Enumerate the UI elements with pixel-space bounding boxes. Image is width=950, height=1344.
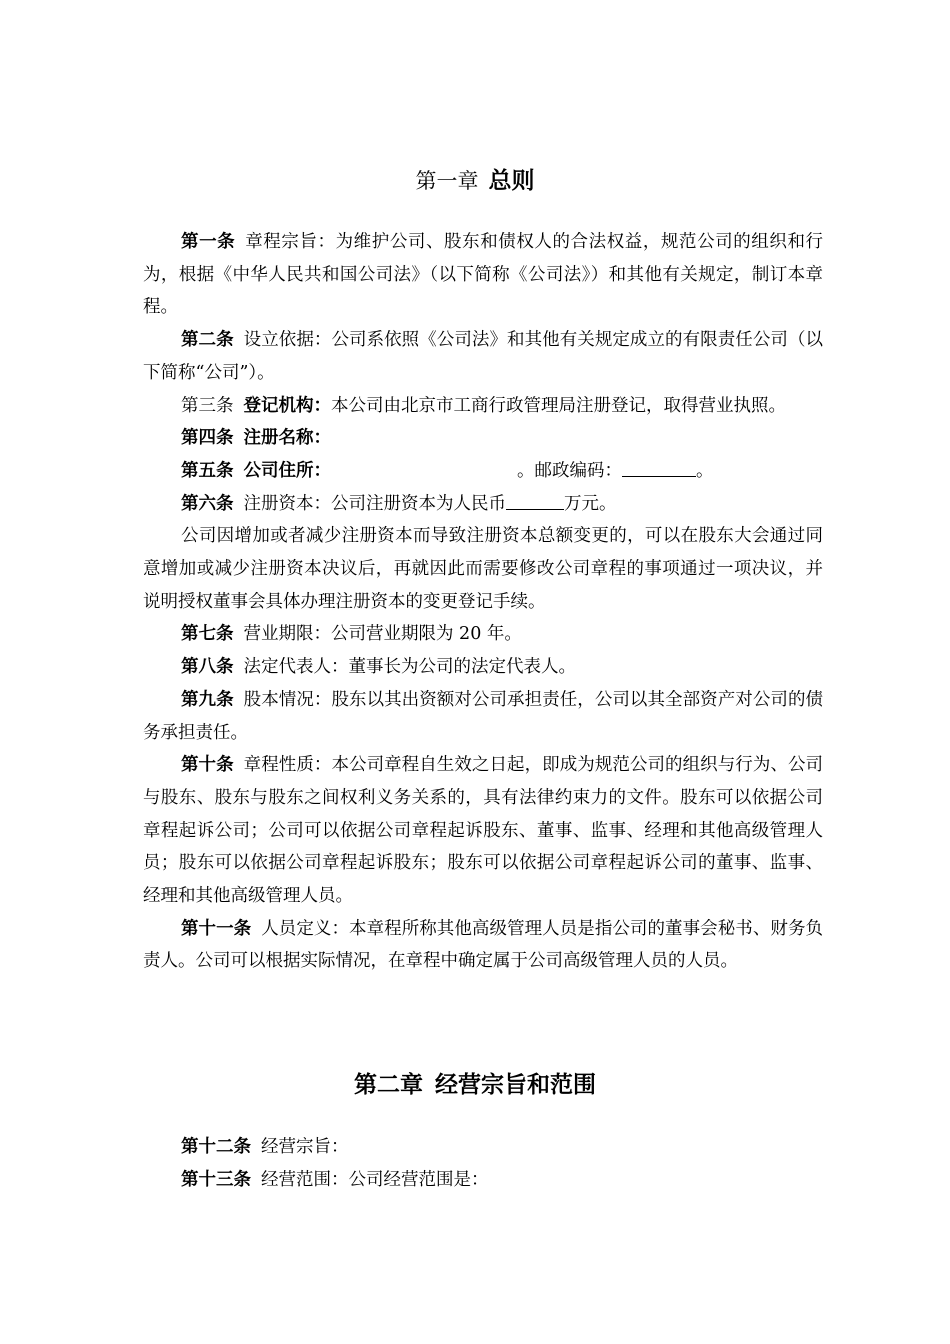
- article-text: 章程宗旨：为维护公司、股东和债权人的合法权益，规范公司的组织和行为，根据《中华人民共和国公司法》（以下简称《公司法》）和其他有关规定，制订本章程。: [143, 232, 824, 318]
- article-number: 第十三条: [181, 1169, 251, 1190]
- chapter-1-body: [143, 226, 823, 978]
- article-number: 第十条: [181, 755, 234, 776]
- article-text-before: 注册资本：公司注册资本为人民币: [243, 493, 506, 514]
- article-11: [143, 913, 823, 978]
- article-text: 公司因增加或者减少注册资本而导致注册资本总额变更的，可以在股东大会通过同意增加或减少注册资本决议后，再就因此而需要修改公司章程的事项通过一项决议，并说明授权董事会具体办理注册资本的变更登记手续。: [143, 526, 823, 612]
- article-number: 第三条: [181, 395, 234, 416]
- article-end: 。: [696, 460, 714, 481]
- article-1: [143, 226, 823, 324]
- article-4: [143, 422, 823, 455]
- chapter-1-title: [0, 164, 950, 198]
- article-5: [143, 455, 823, 488]
- article-number: 第七条: [181, 624, 234, 645]
- article-number: 第八条: [181, 657, 234, 678]
- postcode-label: 。邮政编码：: [517, 460, 622, 481]
- article-12: [143, 1131, 823, 1164]
- article-text-after: 万元。: [564, 493, 617, 514]
- article-text: 人员定义：本章程所称其他高级管理人员是指公司的董事会秘书、财务负责人。公司可以根据实际情况，在章程中确定属于公司高级管理人员的人员。: [143, 918, 824, 972]
- article-label: 注册名称：: [243, 428, 331, 449]
- chapter-1-number: 第一章: [415, 169, 479, 193]
- article-number: 第六条: [181, 493, 234, 514]
- article-7: [143, 618, 823, 651]
- chapter-2-name: 经营宗旨和范围: [435, 1071, 596, 1098]
- article-number: 第二条: [181, 330, 234, 351]
- article-number: 第十一条: [181, 918, 252, 939]
- article-10: [143, 749, 823, 913]
- article-text: 章程性质：本公司章程自生效之日起，即成为规范公司的组织与行为、公司与股东、股东与股东之间权利义务关系的，具有法律约束力的文件。股东可以依据公司章程起诉公司；公司可以依据公司章程起诉股东、董事、监事、经理和其他高级管理人员；股东可以依据公司章程起诉股东；股东可以依据公司章程起诉公司的董事、监事、经理和其他高级管理人员。: [143, 755, 823, 907]
- article-text: 经营宗旨：: [261, 1137, 349, 1157]
- capital-blank: [506, 490, 564, 509]
- chapter-2-number: 第二章: [354, 1071, 423, 1098]
- article-text: 设立依据：公司系依照《公司法》和其他有关规定成立的有限责任公司（以下简称“公司”）。: [143, 330, 823, 383]
- postcode-blank: [622, 457, 696, 476]
- article-3: [143, 390, 823, 423]
- article-text: 经营范围：公司经营范围是：: [261, 1169, 489, 1190]
- article-number: 第一条: [181, 232, 236, 252]
- chapter-2-title: [0, 1066, 950, 1104]
- article-9: [143, 684, 823, 749]
- chapter-1-name: 总则: [488, 167, 535, 194]
- article-number: 第五条: [181, 460, 234, 481]
- article-2: [143, 324, 823, 389]
- article-label: 公司住所：: [243, 460, 331, 481]
- article-text: 营业期限：公司营业期限为 20 年。: [243, 624, 522, 645]
- article-text: 法定代表人：董事长为公司的法定代表人。: [243, 657, 576, 678]
- article-6-continuation: [143, 520, 823, 618]
- article-number: 第四条: [181, 428, 234, 449]
- chapter-2-body: [143, 1131, 823, 1196]
- article-label: 登记机构：: [243, 395, 331, 416]
- article-8: [143, 651, 823, 684]
- article-13: [143, 1164, 823, 1197]
- article-text: 股本情况：股东以其出资额对公司承担责任，公司以其全部资产对公司的债务承担责任。: [143, 689, 823, 743]
- article-number: 第十二条: [181, 1137, 251, 1157]
- article-text: 本公司由北京市工商行政管理局注册登记，取得营业执照。: [331, 395, 786, 416]
- article-number: 第九条: [181, 689, 234, 710]
- article-6: [143, 488, 823, 521]
